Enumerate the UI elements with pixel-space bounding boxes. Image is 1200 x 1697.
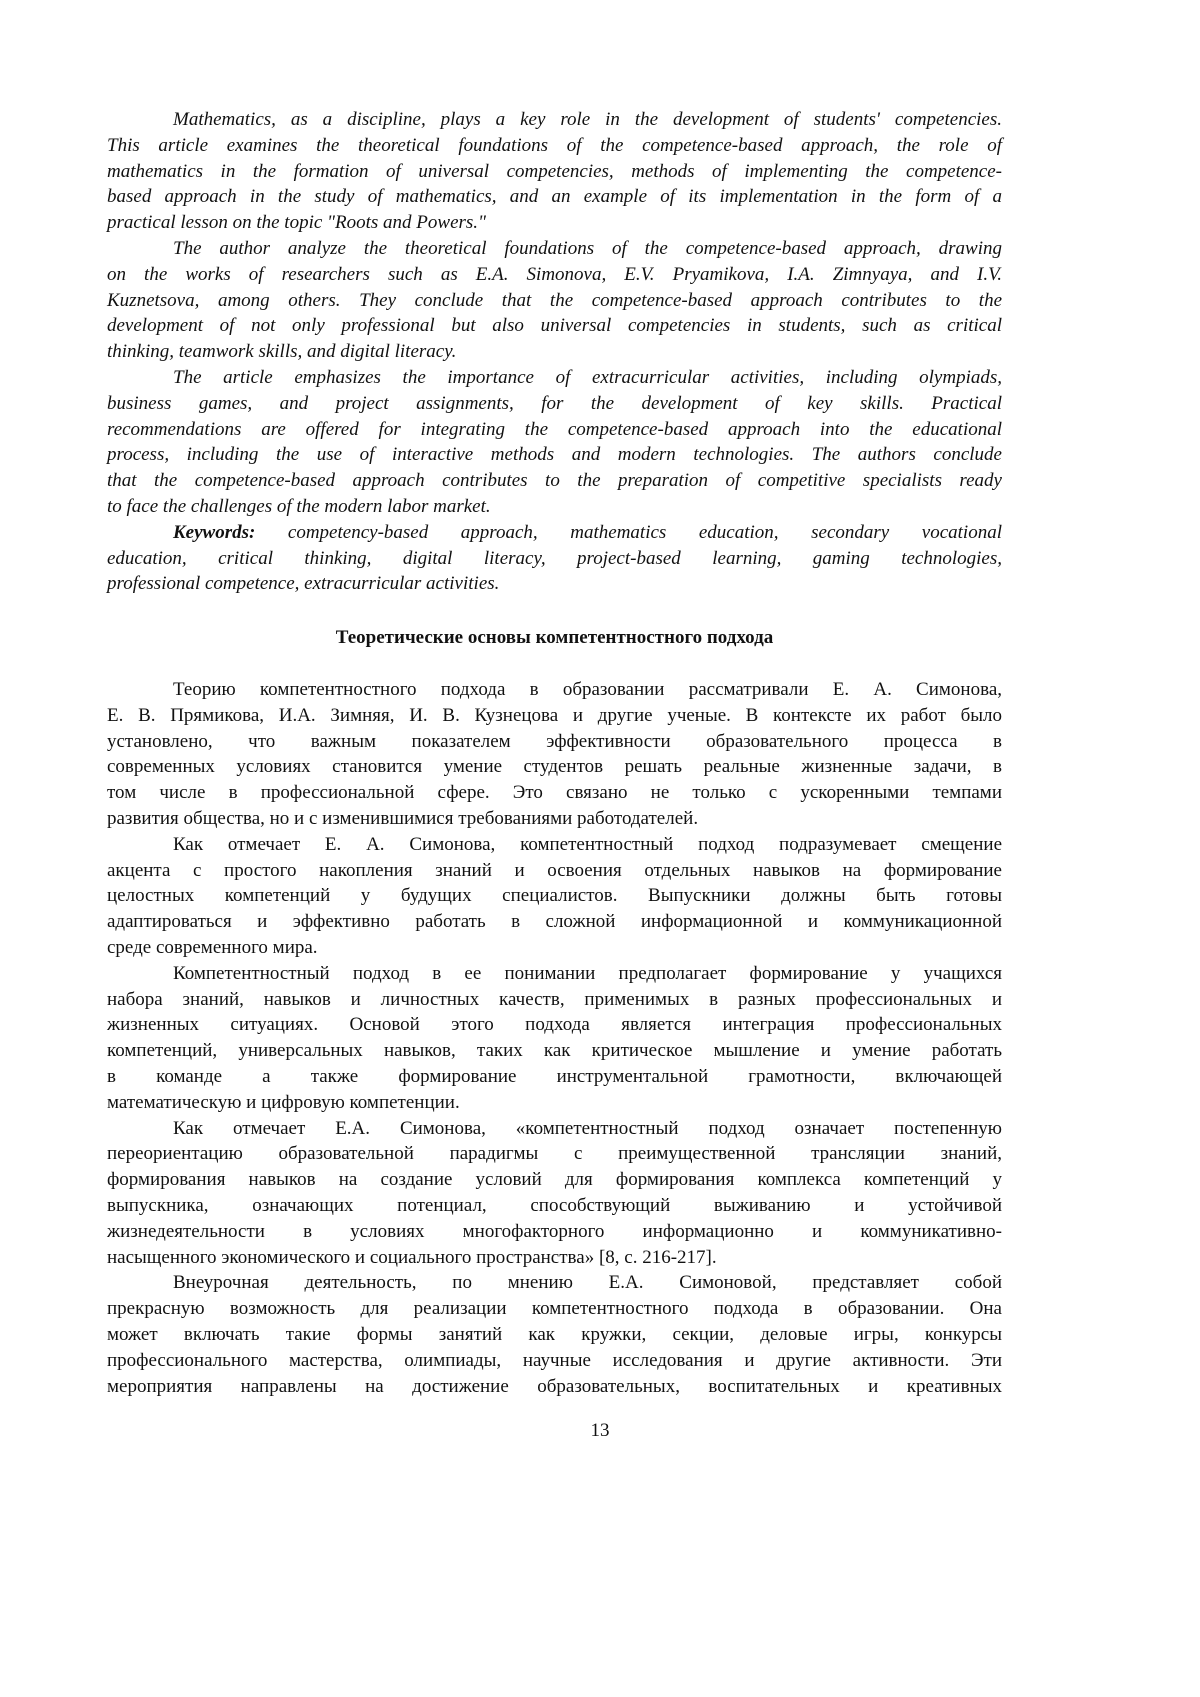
text-line: жизненных ситуациях. Основой этого подхода является интеграция профессиональных — [107, 1012, 1002, 1038]
text-line: математическую и цифровую компетенции. — [107, 1090, 1002, 1116]
text-line: on the works of researchers such as E.A. Simonova, E.V. Pryamikova, I.A. Zimnyaya, and I.V. — [107, 262, 1002, 288]
text-line: целостных компетенций у будущих специалистов. Выпускники должны быть готовы — [107, 883, 1002, 909]
text-line: выпускника, означающих потенциал, способствующий выживанию и устойчивой — [107, 1193, 1002, 1219]
text-line — [107, 520, 1002, 546]
text-line: Теорию компетентностного подхода в образовании рассматривали Е. А. Симонова, — [107, 677, 1002, 703]
paragraph — [107, 107, 1002, 236]
text-line: The author analyze the theoretical foundations of the competence-based approach, drawing — [107, 236, 1002, 262]
text-line: может включать такие формы занятий как кружки, секции, деловые игры, конкурсы — [107, 1322, 1002, 1348]
text-line: набора знаний, навыков и личностных качеств, применимых в разных профессиональных и — [107, 987, 1002, 1013]
text-line: жизнедеятельности в условиях многофакторного информационно и коммуникативно- — [107, 1219, 1002, 1245]
text-line: that the competence-based approach contributes to the preparation of competitive specialists ready — [107, 468, 1002, 494]
text-line: Компетентностный подход в ее понимании предполагает формирование у учащихся — [107, 961, 1002, 987]
text-line: mathematics in the formation of universal competencies, methods of implementing the competence- — [107, 159, 1002, 185]
text-line: Е. В. Прямикова, И.А. Зимняя, И. В. Кузнецова и другие ученые. В контексте их работ было — [107, 703, 1002, 729]
text-line: to face the challenges of the modern labor market. — [107, 494, 1002, 520]
keywords-label: Keywords: — [173, 522, 255, 543]
paragraph — [107, 677, 1002, 832]
text-line: том числе в профессиональной сфере. Это связано не только с ускоренными темпами — [107, 780, 1002, 806]
text-line: based approach in the study of mathematics, and an example of its implementation in the form of a — [107, 184, 1002, 210]
paragraph — [107, 236, 1002, 365]
text-line: recommendations are offered for integrating the competence-based approach into the educational — [107, 417, 1002, 443]
text-line: business games, and project assignments, for the development of key skills. Practical — [107, 391, 1002, 417]
body-text — [107, 677, 1002, 1399]
text-line: Mathematics, as a discipline, plays a key role in the development of students' competencies. — [107, 107, 1002, 133]
keywords-text: competency-based approach, mathematics education, secondary vocational — [255, 522, 1002, 543]
text-line: мероприятия направлены на достижение образовательных, воспитательных и креативных — [107, 1374, 1002, 1400]
paragraph — [107, 961, 1002, 1116]
text-line: This article examines the theoretical foundations of the competence-based approach, the role of — [107, 133, 1002, 159]
text-line: Как отмечает Е.А. Симонова, «компетентностный подход означает постепенную — [107, 1116, 1002, 1142]
section-heading: Теоретические основы компетентностного подхода — [107, 627, 1002, 649]
text-line: установлено, что важным показателем эффективности образовательного процесса в — [107, 729, 1002, 755]
text-line: прекрасную возможность для реализации компетентностного подхода в образовании. Она — [107, 1296, 1002, 1322]
text-line: process, including the use of interactive methods and modern technologies. The authors conclude — [107, 442, 1002, 468]
text-line — [107, 546, 1002, 572]
text-line: Kuznetsova, among others. They conclude that the competence-based approach contributes to the — [107, 288, 1002, 314]
paragraph — [107, 1270, 1002, 1399]
keywords-paragraph — [107, 520, 1002, 597]
text-line: профессионального мастерства, олимпиады, научные исследования и другие активности. Эти — [107, 1348, 1002, 1374]
paragraph — [107, 832, 1002, 961]
text-line: среде современного мира. — [107, 935, 1002, 961]
text-line: переориентацию образовательной парадигмы с преимущественной трансляции знаний, — [107, 1141, 1002, 1167]
paragraph — [107, 365, 1002, 520]
text-line: The article emphasizes the importance of extracurricular activities, including olympiads, — [107, 365, 1002, 391]
abstract — [107, 107, 1002, 597]
text-line: адаптироваться и эффективно работать в сложной информационной и коммуникационной — [107, 909, 1002, 935]
text-line: акцента с простого накопления знаний и освоения отдельных навыков на формирование — [107, 858, 1002, 884]
page-number: 13 — [0, 1420, 1200, 1442]
keywords-text: education, critical thinking, digital literacy, project-based learning, gaming technologies, — [107, 548, 1002, 569]
text-line: современных условиях становится умение студентов решать реальные жизненные задачи, в — [107, 754, 1002, 780]
text-line: Как отмечает Е. А. Симонова, компетентностный подход подразумевает смещение — [107, 832, 1002, 858]
text-line: насыщенного экономического и социального пространства» [8, с. 216-217]. — [107, 1245, 1002, 1271]
text-line: формирования навыков на создание условий для формирования комплекса компетенций у — [107, 1167, 1002, 1193]
text-line: development of not only professional but also universal competencies in students, such as critical — [107, 313, 1002, 339]
text-line: practical lesson on the topic "Roots and Powers." — [107, 210, 1002, 236]
keywords-text: professional competence, extracurricular activities. — [107, 573, 499, 594]
text-line — [107, 571, 1002, 597]
text-line: компетенций, универсальных навыков, таких как критическое мышление и умение работать — [107, 1038, 1002, 1064]
text-line: thinking, teamwork skills, and digital literacy. — [107, 339, 1002, 365]
text-line: Внеурочная деятельность, по мнению Е.А. Симоновой, представляет собой — [107, 1270, 1002, 1296]
text-line: развития общества, но и с изменившимися требованиями работодателей. — [107, 806, 1002, 832]
paragraph — [107, 1116, 1002, 1271]
text-line: в команде а также формирование инструментальной грамотности, включающей — [107, 1064, 1002, 1090]
